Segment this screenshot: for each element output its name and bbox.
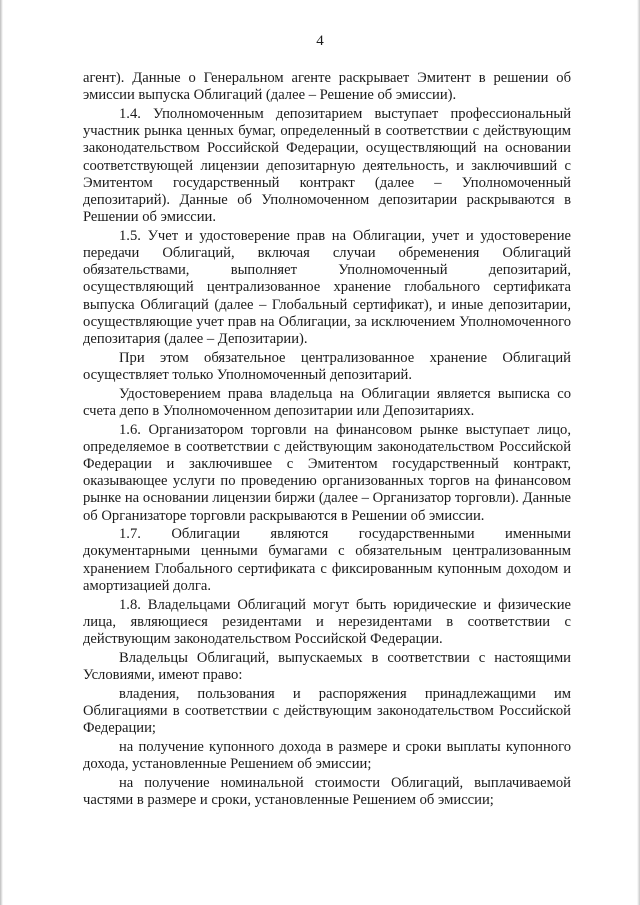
paragraph-1-4-authorized-depository: 1.4. Уполномоченным депозитарием выступает профессиональный участник рынка ценных бумаг, определенный в соответствии с действующим законодательством Российской Федерации, осуществляющий на основании соответствующей лицензии депозитарную деятельность, и заключивший с Эмитентом государственный контракт (далее – Уполномоченный депозитарий). Данные об Уполномоченном депозитарии раскрываются в Решении об эмиссии. — [83, 105, 571, 226]
paragraph-1-5-rights-accounting: 1.5. Учет и удостоверение прав на Облигации, учет и удостоверение передачи Облигаций, включая случаи обременения Облигаций обязательствами, выполняет Уполномоченный депозитарий, осуществляющий централизованное хранение глобального сертификата выпуска Облигаций (далее – Глобальный сертификат), и иные депозитарии, осуществляющие учет прав на Облигации, за исключением Уполномоченного депозитария (далее – Депозитарии). — [83, 227, 571, 348]
paragraph-1-7-bond-type: 1.7. Облигации являются государственными именными документарными ценными бумагами с обязательным централизованным хранением Глобального сертификата с фиксированным купонным доходом и амортизацией долга. — [83, 526, 571, 594]
paragraph-right-coupon: на получение купонного дохода в размере и сроки выплаты купонного дохода, установленные Решением об эмиссии; — [83, 738, 571, 772]
paragraph-owners-rights-intro: Владельцы Облигаций, выпускаемых в соответствии с настоящими Условиями, имеют право: — [83, 649, 571, 683]
paragraph-centralized-storage: При этом обязательное централизованное хранение Облигаций осуществляет только Уполномоченный депозитарий. — [83, 349, 571, 383]
paragraph-right-nominal: на получение номинальной стоимости Облигаций, выплачиваемой частями в размере и сроки, установленные Решением об эмиссии; — [83, 774, 571, 808]
paragraph-1-6-trade-organizer: 1.6. Организатором торговли на финансовом рынке выступает лицо, определяемое в соответствии с действующим законодательством Российской Федерации и заключившее с Эмитентом государственный контракт, оказывающее услуги по проведению организованных торгов на финансовом рынке на основании лицензии биржи (далее – Организатор торговли). Данные об Организаторе торговли раскрываются в Решении об эмиссии. — [83, 421, 571, 524]
paragraph-agent-continuation: агент). Данные о Генеральном агенте раскрывает Эмитент в решении об эмиссии выпуска Облигаций (далее – Решение об эмиссии). — [83, 70, 571, 104]
paragraph-right-ownership: владения, пользования и распоряжения принадлежащими им Облигациями в соответствии с действующим законодательством Российской Федерации; — [83, 685, 571, 737]
document-body — [83, 70, 571, 811]
scan-edge-left — [0, 0, 3, 905]
paragraph-1-8-bond-owners: 1.8. Владельцами Облигаций могут быть юридические и физические лица, являющиеся резидентами и нерезидентами в соответствии с действующим законодательством Российской Федерации. — [83, 596, 571, 647]
paragraph-ownership-certification: Удостоверением права владельца на Облигации является выписка со счета депо в Уполномоченном депозитарии или Депозитариях. — [83, 385, 571, 419]
page-number: 4 — [316, 33, 324, 49]
